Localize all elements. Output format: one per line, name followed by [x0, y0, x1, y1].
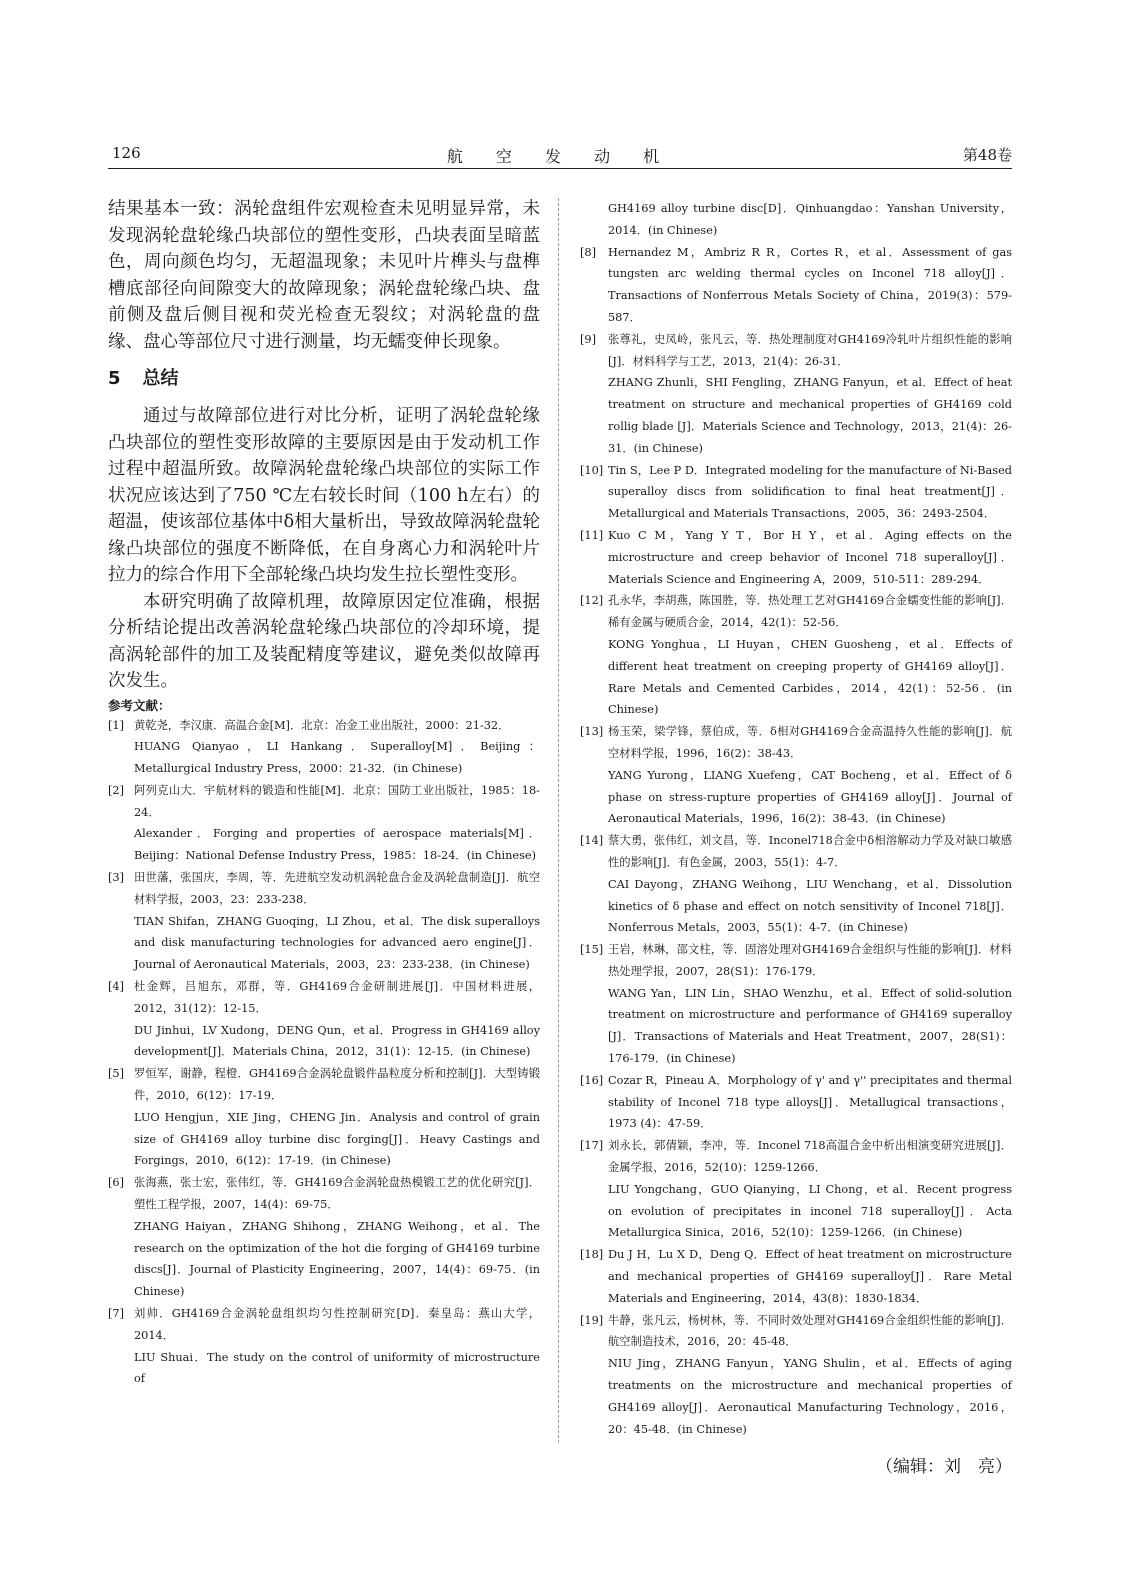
reference-text: 田世藩，张国庆，李周，等．先进航空发动机涡轮盘合金及涡轮盘制造[J]．航空材料学报，2003，23：233-238．: [134, 871, 540, 906]
reference-text: 孔永华，李胡燕，陈国胜，等．热处理工艺对GH4169合金蠕变性能的影响[J]．稀有金属与硬质合金，2014，42(1)：52-56．: [608, 594, 1012, 630]
reference-number: [8]: [580, 245, 597, 259]
reference-number: [18]: [580, 1248, 604, 1262]
reference-number: [5]: [108, 1067, 125, 1081]
reference-text: ZHANG Haiyan，ZHANG Shihong，ZHANG Weihong，et al．The research on the optimization of the hot die forging of GH4169 turbine discs[J]．Journal of Plasticity Engineering，2007，14(4)：69-75．(in Chinese): [134, 1219, 540, 1299]
reference-number: [15]: [580, 943, 604, 957]
volume-label: 第48卷: [962, 146, 1012, 164]
header-rule: [108, 168, 1012, 169]
left-column: [108, 196, 540, 1390]
reference-item: [108, 867, 540, 976]
section-heading: [108, 363, 540, 395]
reference-text: Alexander．Forging and properties of aerospace materials[M]．Beijing：National Defense Industry Press，1985：18-24．(in Chinese): [134, 827, 540, 863]
conclusion-paragraph-1: 通过与故障部位进行对比分析，证明了涡轮盘轮缘凸块部位的塑性变形故障的主要原因是由于发动机工作过程中超温所致。故障涡轮盘轮缘凸块部位的实际工作状况应该达到了750 ℃左右较长时间（100 h左右）的超温，使该部位基体中δ相大量析出，导致故障涡轮盘轮缘凸块部位的强度不断降低，在自身离心力和涡轮叶片拉力的综合作用下全部轮缘凸块均发生拉长塑性变形。: [108, 406, 540, 585]
reference-number: [10]: [580, 463, 604, 477]
reference-text: NIU Jing，ZHANG Fanyun，YANG Shulin，et al．Effects of aging treatments on the microstructure and mechanical properties of GH4169 alloy[J]．Aeronautical Manufacturing Technology，2016，20：45-48．(in Chinese): [608, 1357, 1012, 1436]
reference-item-continued: [580, 198, 1012, 242]
reference-text: DU Jinhui，LV Xudong，DENG Qun，et al．Progress in GH4169 alloy development[J]．Materials China，2012，31(1)：12-15．(in Chinese): [134, 1023, 540, 1059]
reference-number: [19]: [580, 1313, 604, 1327]
reference-item: [580, 1070, 1012, 1135]
reference-text: KONG Yonghua，LI Huyan，CHEN Guosheng，et al．Effects of different heat treatment on creeping property of GH4169 alloy[J]．Rare Metals and Cemented Carbides，2014，42(1)：52-56．(in Chinese): [608, 637, 1012, 717]
reference-number: [3]: [108, 871, 125, 885]
reference-text: Cozar R，Pineau A．Morphology of γ' and γ'' precipitates and thermal stability of Inconel 718 type alloys[J]．Metallugical transactions，1973 (4)：47-59．: [608, 1073, 1012, 1131]
reference-number: [17]: [580, 1139, 604, 1153]
reference-text: Du J H，Lu X D，Deng Q．Effect of heat treatment on microstructure and mechanical properties of GH4169 superalloy[J]．Rare Metal Materials and Engineering，2014，43(8)：1830-1834．: [608, 1248, 1012, 1305]
reference-text: 刘永长，郭倩颖，李冲，等．Inconel 718高温合金中析出相演变研究进展[J]．金属学报，2016，52(10)：1259-1266．: [608, 1139, 1012, 1175]
reference-item: [580, 721, 1012, 830]
reference-item: [580, 1135, 1012, 1244]
reference-number: [6]: [108, 1176, 125, 1190]
section-number: 5: [108, 368, 121, 389]
reference-number: [4]: [108, 980, 125, 994]
reference-item: [580, 1244, 1012, 1309]
reference-text: 张尊礼，史凤岭，张凡云，等．热处理制度对GH4169冷轧叶片组织性能的影响[J]．材料科学与工艺，2013，21(4)：26-31．: [608, 332, 1012, 368]
reference-text: LIU Shuai．The study on the control of uniformity of microstructure of: [134, 1350, 540, 1386]
reference-text: WANG Yan，LIN Lin，SHAO Wenzhu，et al．Effect of solid-solution treatment on microstructure and performance of GH4169 superalloy [J]．Transactions of Materials and Heat Treatment，2007，28(S1)：176-179．(in Chinese): [608, 986, 1012, 1066]
reference-text: 黄乾尧，李汉康．高温合金[M]．北京：冶金工业出版社，2000：21-32．: [134, 718, 510, 732]
right-column: [580, 198, 1012, 1477]
reference-item: [108, 780, 540, 867]
reference-text: 阿列克山大．宇航材料的锻造和性能[M]．北京：国防工业出版社，1985：18-24．: [134, 783, 540, 819]
reference-item: [108, 1063, 540, 1172]
reference-text: LIU Yongchang，GUO Qianying，LI Chong，et al．Recent progress on evolution of precipitates in inconel 718 superalloy[J]．Acta Metallurgica Sinica，2016，52(10)：1259-1266．(in Chinese): [608, 1182, 1012, 1240]
reference-text: 王岩，林琳，邵文柱，等．固溶处理对GH4169合金组织与性能的影响[J]．材料热处理学报，2007，28(S1)：176-179．: [608, 943, 1012, 978]
reference-item: [108, 1172, 540, 1303]
reference-item: [580, 590, 1012, 721]
reference-number: [9]: [580, 332, 597, 346]
reference-text: 牛静，张凡云，杨树林，等．不同时效处理对GH4169合金组织性能的影响[J]．航空制造技术，2016，20：45-48．: [608, 1313, 1012, 1349]
reference-item: [108, 715, 540, 780]
reference-item: [580, 830, 1012, 939]
reference-text: YANG Yurong，LIANG Xuefeng，CAT Bocheng，et al．Effect of δ phase on stress-rupture properties of GH4169 alloy[J]．Journal of Aeronautical Materials，1996，16(2)：38-43．(in Chinese): [608, 768, 1012, 826]
reference-item: [580, 460, 1012, 525]
reference-text: ZHANG Zhunli，SHI Fengling，ZHANG Fanyun，et al．Effect of heat treatment on structure and mechanical properties of GH4169 cold rollig blade [J]．Materials Science and Technology，2013，21(4)：26-31．(in Chinese): [608, 376, 1012, 455]
reference-text: 杨玉荣，梁学锋，蔡伯成，等．δ相对GH4169合金高温持久性能的影响[J]．航空材料学报，1996，16(2)：38-43．: [608, 725, 1012, 760]
reference-item: [580, 525, 1012, 590]
reference-text: LUO Hengjun，XIE Jing，CHENG Jin．Analysis and control of grain size of GH4169 alloy turbine disc forging[J]．Heavy Castings and Forgings，2010，6(12)：17-19．(in Chinese): [134, 1110, 540, 1168]
editor-note: （编辑：刘 亮）: [876, 1457, 1012, 1478]
reference-text: 张海燕，张士宏，张伟红，等．GH4169合金涡轮盘热模锻工艺的优化研究[J]．塑性工程学报，2007，14(4)：69-75．: [134, 1176, 540, 1212]
reference-item: [580, 939, 1012, 1070]
references-heading: 参考文献：: [108, 697, 171, 713]
reference-number: [12]: [580, 594, 604, 608]
reference-item: [580, 1310, 1012, 1441]
conclusion-paragraph-2: 本研究明确了故障机理，故障原因定位准确，根据分析结论提出改善涡轮盘轮缘凸块部位的冷却环境，提高涡轮部件的加工及装配精度等建议，避免类似故障再次发生。: [108, 591, 540, 691]
continued-paragraph: 结果基本一致：涡轮盘组件宏观检查未见明显异常，未发现涡轮盘轮缘凸块部位的塑性变形，凸块表面呈暗蓝色，周向颜色均匀，无超温现象；未见叶片榫头与盘榫槽底部径向间隙变大的故障现象；涡轮盘轮缘凸块、盘前侧及盘后侧目视和荧光检查无裂纹；对涡轮盘的盘缘、盘心等部位尺寸进行测量，均无蠕变伸长现象。: [108, 199, 540, 352]
page-number: 126: [112, 144, 141, 162]
reference-number: [1]: [108, 718, 125, 732]
reference-text: HUANG Qianyao，LI Hankang．Superalloy[M]．Beijing：Metallurgical Industry Press，2000：21-32．(in Chinese): [134, 740, 540, 776]
reference-text: CAI Dayong，ZHANG Weihong，LIU Wenchang，et al．Dissolution kinetics of δ phase and effect on notch sensitivity of Inconel 718[J]．Nonferrous Metals，2003，55(1)：4-7．(in Chinese): [608, 877, 1012, 935]
reference-text: 罗恒军，谢静，程橙．GH4169合金涡轮盘锻件晶粒度分析和控制[J]．大型铸锻件，2010，6(12)：17-19．: [134, 1067, 540, 1103]
reference-text: Kuo C M，Yang Y T，Bor H Y，et al．Aging effects on the microstructure and creep behavior of Inconel 718 superalloy[J]．Materials Science and Engineering A，2009，510-511：289-294．: [608, 528, 1012, 586]
reference-list-left: [108, 715, 540, 1391]
reference-item: [108, 1303, 540, 1390]
reference-item: [580, 329, 1012, 460]
reference-number: [13]: [580, 725, 604, 739]
reference-text: 刘帅．GH4169合金涡轮盘组织均匀性控制研究[D]．秦皇岛：燕山大学，2014．: [134, 1307, 540, 1342]
running-header: [108, 142, 1012, 168]
reference-number: [14]: [580, 834, 604, 848]
reference-text: Tin S，Lee P D．Integrated modeling for the manufacture of Ni-Based superalloy discs from solidification to final heat treatment[J]．Metallurgical and Materials Transactions，2005，36：2493-2504．: [608, 463, 1012, 521]
reference-list-right: [580, 242, 1012, 1441]
reference-continuation: GH4169 alloy turbine disc[D]．Qinhuangdao：Yanshan University，2014．(in Chinese): [608, 202, 1012, 237]
section-title: 总结: [142, 368, 179, 389]
reference-item: [580, 242, 1012, 329]
reference-number: [11]: [580, 528, 604, 542]
reference-item: [108, 976, 540, 1063]
reference-text: 蔡大勇，张伟红，刘文昌，等．Inconel718合金中δ相溶解动力学及对缺口敏感性的影响[J]．有色金属，2003，55(1)：4-7．: [608, 834, 1012, 869]
reference-number: [7]: [108, 1307, 125, 1321]
reference-text: TIAN Shifan，ZHANG Guoqing，LI Zhou，et al．The disk superalloys and disk manufacturing technologies for advanced aero engine[J]．Journal of Aeronautical Materials，2003，23：233-238．(in Chinese): [134, 914, 540, 972]
reference-number: [2]: [108, 783, 125, 797]
reference-number: [16]: [580, 1073, 604, 1087]
reference-text: 杜金辉，吕旭东，邓群，等．GH4169合金研制进展[J]．中国材料进展，2012，31(12)：12-15．: [134, 980, 540, 1015]
column-divider: [558, 198, 559, 1443]
reference-text: Hernandez M，Ambriz R R，Cortes R，et al．Assessment of gas tungsten arc welding thermal cycles on Inconel 718 alloy[J]．Transactions of Nonferrous Metals Society of China，2019(3)：579-587．: [608, 245, 1012, 324]
journal-title: 航 空 发 动 机: [446, 147, 674, 166]
